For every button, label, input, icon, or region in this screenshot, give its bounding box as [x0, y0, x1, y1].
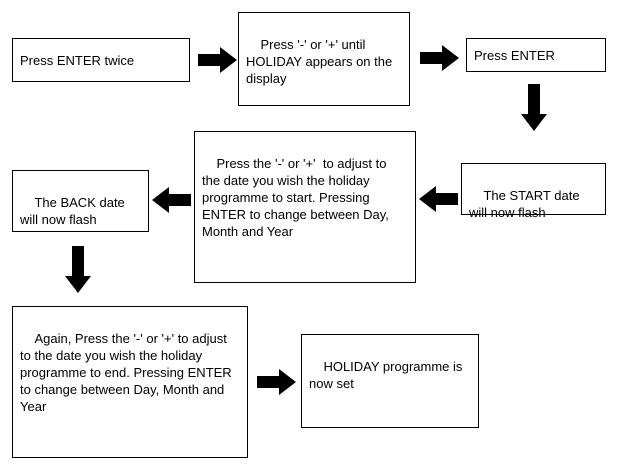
arrow-down-2	[64, 246, 92, 294]
flow-node-text: The BACK date will now flash	[20, 195, 129, 227]
flow-node-press-until-holiday	[238, 12, 410, 106]
flow-node-holiday-set	[301, 334, 479, 428]
flow-node-start-date-flash	[461, 163, 606, 220]
flow-node-text: Press ENTER twice	[20, 52, 135, 68]
flow-node-text: Again, Press the '-' or '+' to adjust to the date you wish the holiday programme to end. Pressing ENTER to change between Day, Month and Year	[20, 331, 236, 414]
flow-node-back-date-flash	[12, 170, 149, 232]
arrow-right-2	[420, 44, 460, 72]
arrow-left-2	[152, 186, 192, 214]
arrow-right-3	[257, 368, 297, 396]
flow-node-adjust-start-date	[194, 131, 416, 283]
arrow-down-1	[520, 84, 548, 132]
flow-node-press-enter-twice	[12, 38, 190, 82]
arrow-left-1	[419, 185, 459, 213]
flow-node-text: Press the '-' or '+' to adjust to the date you wish the holiday programme to start. Pressing ENTER to change between Day, Month and Year	[202, 156, 393, 239]
flow-node-text: The START date will now flash	[469, 188, 584, 220]
arrow-right-1	[198, 46, 238, 74]
flow-node-text: HOLIDAY programme is now set	[309, 359, 467, 391]
flow-node-text: Press ENTER	[474, 47, 555, 63]
flow-node-text: Press '-' or '+' until HOLIDAY appears on the display	[246, 37, 396, 86]
flow-node-press-enter	[466, 38, 606, 72]
flow-node-adjust-end-date	[12, 306, 248, 458]
